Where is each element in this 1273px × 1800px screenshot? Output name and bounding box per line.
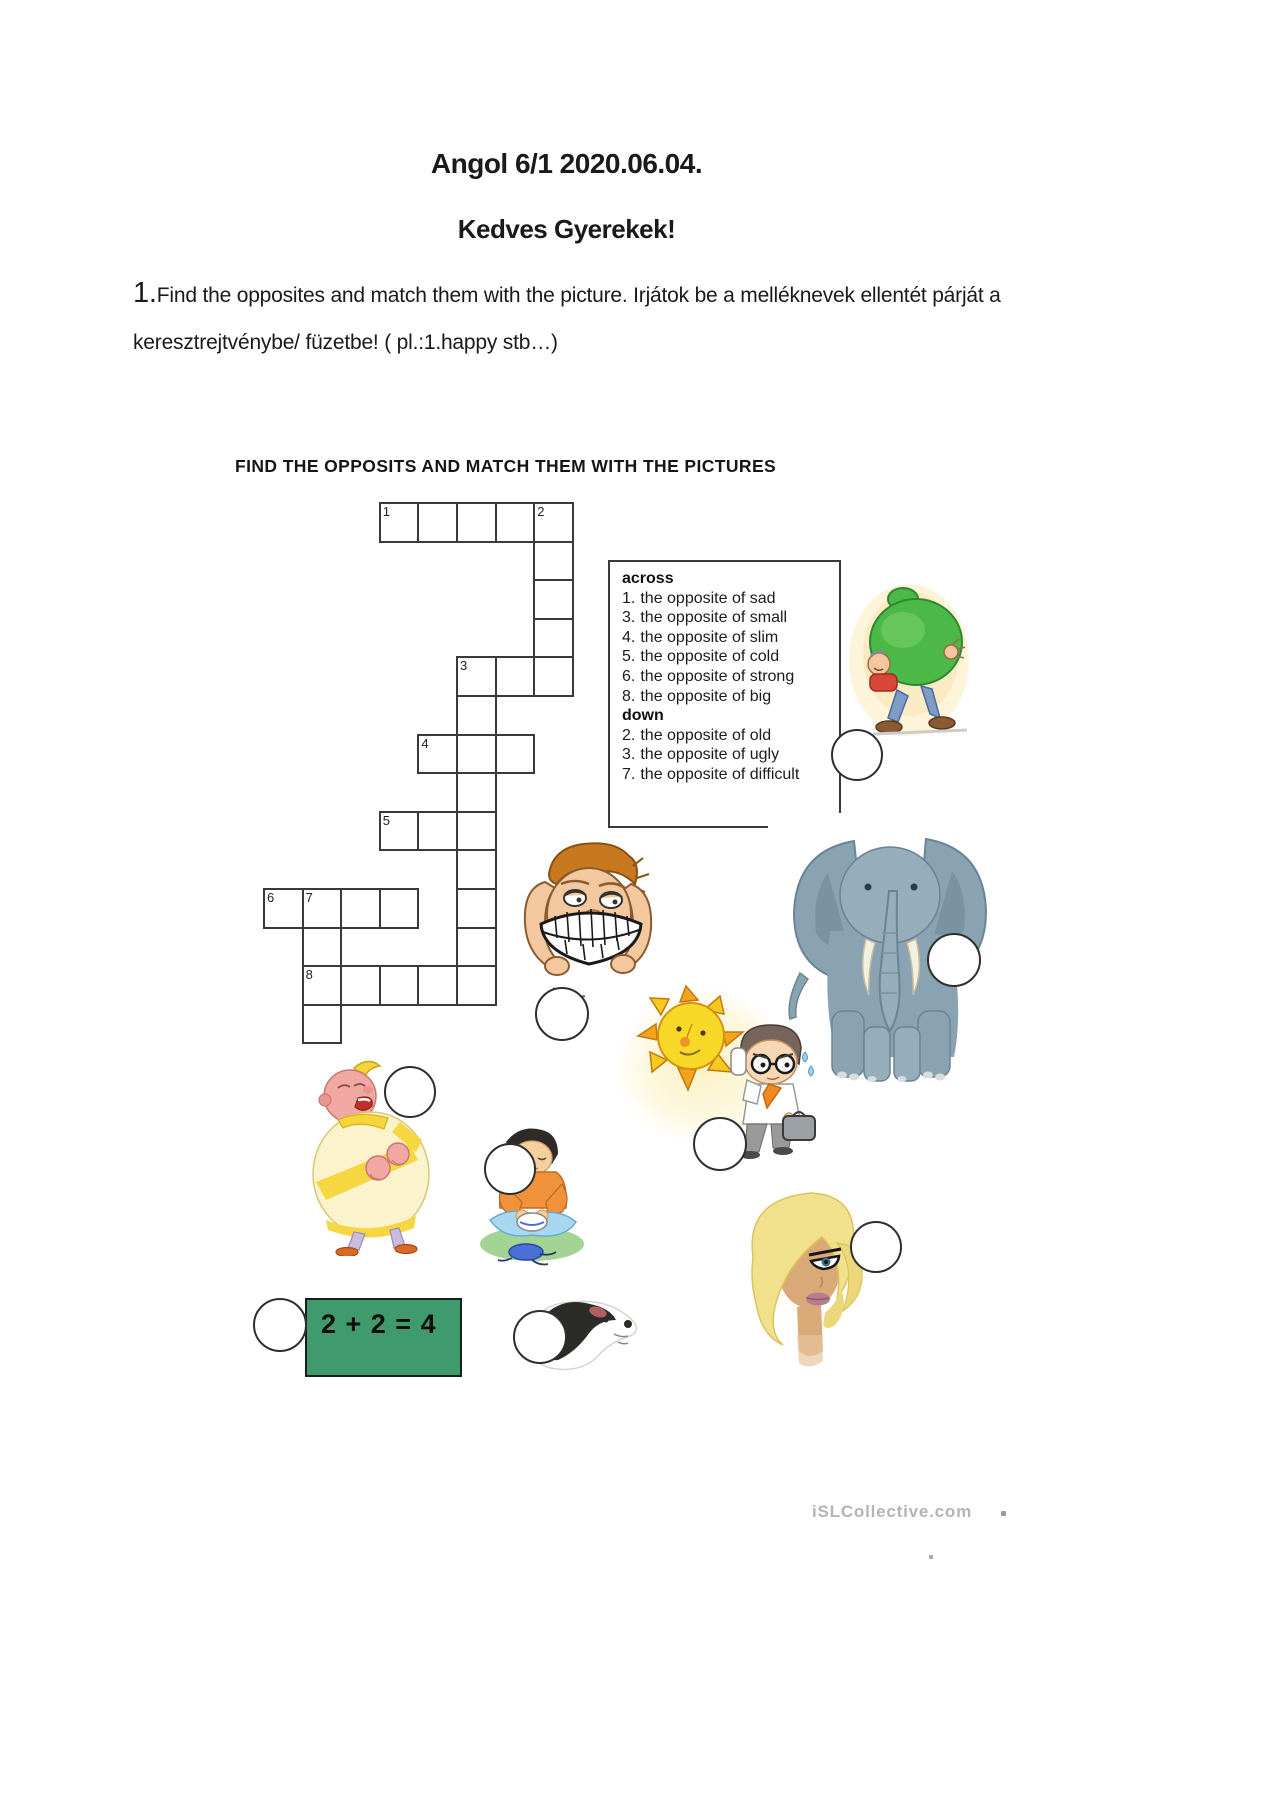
crossword-cell-number: 3 bbox=[460, 658, 468, 674]
clue-text: the opposite of big bbox=[640, 687, 772, 705]
clue-text: the opposite of small bbox=[640, 609, 788, 627]
clue-number: 8. bbox=[622, 687, 636, 705]
answer-circle-small bbox=[513, 1310, 567, 1364]
crossword-cell bbox=[533, 618, 574, 659]
crossword-cell-number: 5 bbox=[382, 812, 391, 828]
clue-text: the opposite of strong bbox=[640, 667, 795, 685]
clue-line bbox=[622, 765, 839, 785]
crossword-cell-number: 8 bbox=[305, 967, 313, 983]
crossword-cell bbox=[456, 656, 497, 697]
watermark-dot bbox=[1001, 1511, 1006, 1516]
clue-number: 3. bbox=[622, 609, 636, 627]
answer-circle-big bbox=[927, 933, 981, 987]
task-text-line2: keresztrejtvénybe/ füzetbe! ( pl.:1.happy stb…) bbox=[133, 331, 558, 354]
answer-circle-easy bbox=[253, 1298, 307, 1352]
crossword-cell bbox=[340, 888, 381, 929]
crossword-cell bbox=[456, 772, 497, 813]
answer-circle-happy bbox=[535, 987, 589, 1041]
down-clue-list bbox=[622, 726, 839, 785]
clue-text: the opposite of old bbox=[640, 726, 772, 744]
clue-line bbox=[622, 745, 839, 765]
crossword-cell bbox=[302, 927, 343, 968]
answer-circle-hot bbox=[693, 1117, 747, 1171]
crossword-cell bbox=[379, 888, 420, 929]
clue-text: the opposite of sad bbox=[640, 589, 776, 607]
crossword-cell-number: 2 bbox=[537, 504, 545, 519]
clue-line bbox=[622, 647, 839, 667]
clue-number: 4. bbox=[622, 628, 636, 646]
clue-line bbox=[622, 687, 839, 707]
crossword-cell bbox=[302, 888, 343, 929]
answer-circle-heavy bbox=[831, 729, 883, 781]
clue-line bbox=[622, 667, 839, 687]
crossword-cell bbox=[417, 811, 458, 852]
crossword-cell bbox=[495, 734, 536, 775]
clue-text: the opposite of difficult bbox=[640, 765, 800, 783]
crossword-cell bbox=[417, 734, 458, 775]
crossword-cell bbox=[456, 734, 497, 775]
crossword-cell bbox=[379, 811, 420, 852]
clue-box bbox=[608, 560, 841, 828]
clue-number: 1. bbox=[622, 589, 636, 607]
crossword-cell bbox=[495, 502, 536, 543]
crossword-cell bbox=[302, 1004, 343, 1045]
clue-text: the opposite of cold bbox=[640, 648, 780, 666]
crossword-cell-number: 1 bbox=[382, 504, 391, 519]
watermark-dot bbox=[929, 1555, 933, 1559]
crossword-cell-number: 6 bbox=[267, 890, 275, 905]
crossword-cell bbox=[456, 695, 497, 736]
document-title: Angol 6/1 2020.06.04. bbox=[430, 148, 703, 179]
crossword-cell bbox=[417, 965, 458, 1006]
equation-text: 2 + 2 = 4 bbox=[321, 1309, 437, 1339]
across-header: across bbox=[622, 570, 674, 587]
equation-box bbox=[305, 1298, 462, 1377]
document-greeting: Kedves Gyerekek! bbox=[457, 214, 676, 244]
clue-number: 2. bbox=[622, 726, 636, 744]
answer-circle-fat bbox=[384, 1066, 436, 1118]
worksheet-title: FIND THE OPPOSITS AND MATCH THEM WITH THE PICTURES bbox=[235, 456, 777, 476]
down-header: down bbox=[622, 707, 664, 725]
crossword-cell bbox=[456, 927, 497, 968]
crossword-cell bbox=[533, 579, 574, 620]
watermark: iSLCollective.com bbox=[812, 1502, 973, 1521]
blonde-woman-illustration bbox=[725, 1185, 875, 1380]
task-text-line1: Find the opposites and match them with the picture. Irjátok be a melléknevek ellentét párját a bbox=[156, 284, 1001, 307]
crossword-cell bbox=[456, 888, 497, 929]
clue-number: 6. bbox=[622, 667, 636, 685]
clue-line bbox=[622, 628, 839, 648]
crossword-cell bbox=[302, 965, 343, 1006]
crossword-cell bbox=[495, 656, 536, 697]
clue-number: 5. bbox=[622, 648, 636, 666]
task-paragraph bbox=[133, 270, 1093, 366]
clue-text: the opposite of slim bbox=[640, 628, 779, 646]
crossword-cell bbox=[456, 811, 497, 852]
crossword-cell bbox=[379, 502, 420, 543]
task-number: 1. bbox=[133, 277, 157, 309]
clue-number: 3. bbox=[622, 746, 636, 764]
heavy-sack-man-illustration bbox=[845, 582, 977, 742]
crossword-cell bbox=[263, 888, 304, 929]
clue-number: 7. bbox=[622, 765, 636, 783]
crossword-cell bbox=[417, 502, 458, 543]
crossword-cell bbox=[456, 502, 497, 543]
crossword-cell bbox=[533, 656, 574, 697]
answer-circle-young bbox=[484, 1143, 536, 1195]
crossword-cell-number: 7 bbox=[305, 890, 313, 905]
crossword-cell bbox=[379, 965, 420, 1006]
across-clue-list bbox=[622, 589, 839, 707]
crossword-cell bbox=[456, 849, 497, 890]
clue-line bbox=[622, 589, 839, 609]
crossword-cell bbox=[533, 541, 574, 582]
crossword-cell bbox=[533, 502, 574, 543]
clue-line bbox=[622, 726, 839, 746]
crossword-cell bbox=[456, 965, 497, 1006]
boy-tying-shoes-illustration bbox=[470, 1122, 600, 1272]
clue-line bbox=[622, 608, 839, 628]
answer-circle-beautiful bbox=[850, 1221, 902, 1273]
crossword-cell bbox=[340, 965, 381, 1006]
clue-text: the opposite of ugly bbox=[640, 746, 780, 764]
crossword-cell-number: 4 bbox=[421, 735, 429, 751]
